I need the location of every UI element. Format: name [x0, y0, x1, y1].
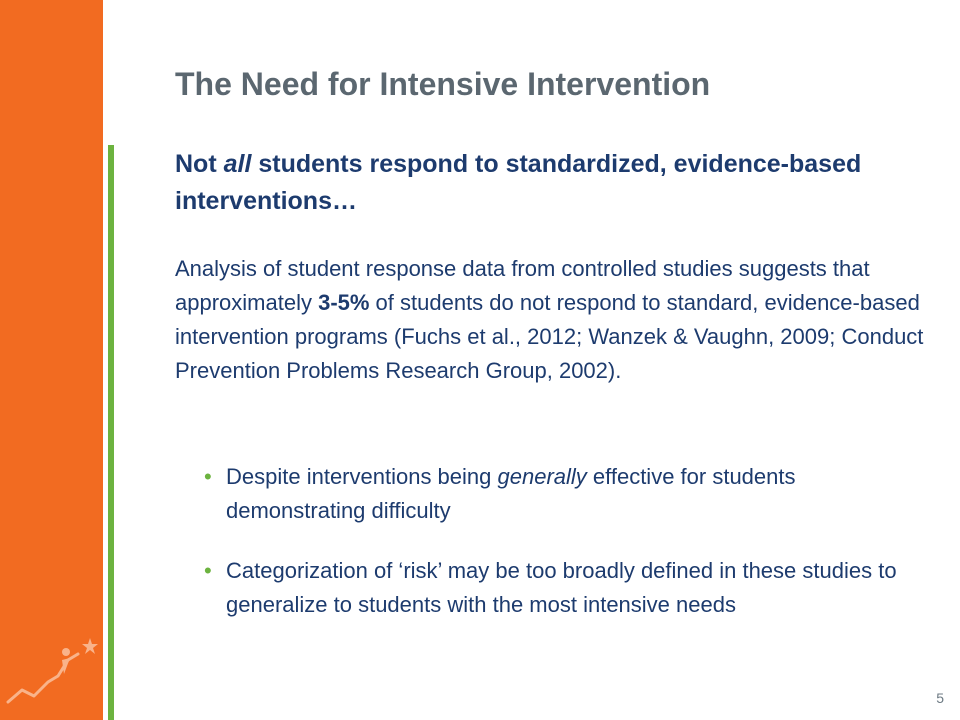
bullet-list [200, 460, 940, 648]
bullet-emphasis: generally [497, 464, 587, 489]
bullet-item [200, 554, 940, 622]
body-paragraph [175, 252, 935, 388]
slide-subtitle [175, 146, 895, 220]
body-part1: Analysis of student response data from controlled studies suggests that approximately [175, 256, 870, 315]
body-part2: of students do not respond to standard, evidence-based intervention programs (Fuchs et al., 2012; Wanzek & Vaughn, 2009; Conduct Prevention Problems Research Group, 2002). [175, 290, 924, 383]
growth-chart-logo-icon [0, 630, 103, 720]
bullet-text-part2: effective for students demonstrating difficulty [226, 464, 796, 523]
bullet-text-part1: Despite interventions being [226, 464, 498, 489]
subtitle-emphasis: all [223, 150, 252, 178]
body-percentage: 3-5% [318, 290, 370, 315]
subtitle-part2: students respond to standardized, evidence-based interventions… [175, 150, 862, 215]
slide-title: The Need for Intensive Intervention [175, 66, 711, 102]
page-number: 5 [936, 690, 944, 706]
green-accent-line [108, 145, 114, 720]
bullet-item [200, 460, 940, 528]
orange-sidebar [0, 0, 103, 720]
bullet-text-part1: Categorization of ‘risk’ may be too broadly defined in these studies to generalize to students with the most intensive needs [226, 558, 897, 617]
subtitle-part1: Not [175, 150, 224, 178]
bullet-marker: • [204, 464, 212, 489]
bullet-marker: • [204, 558, 212, 583]
